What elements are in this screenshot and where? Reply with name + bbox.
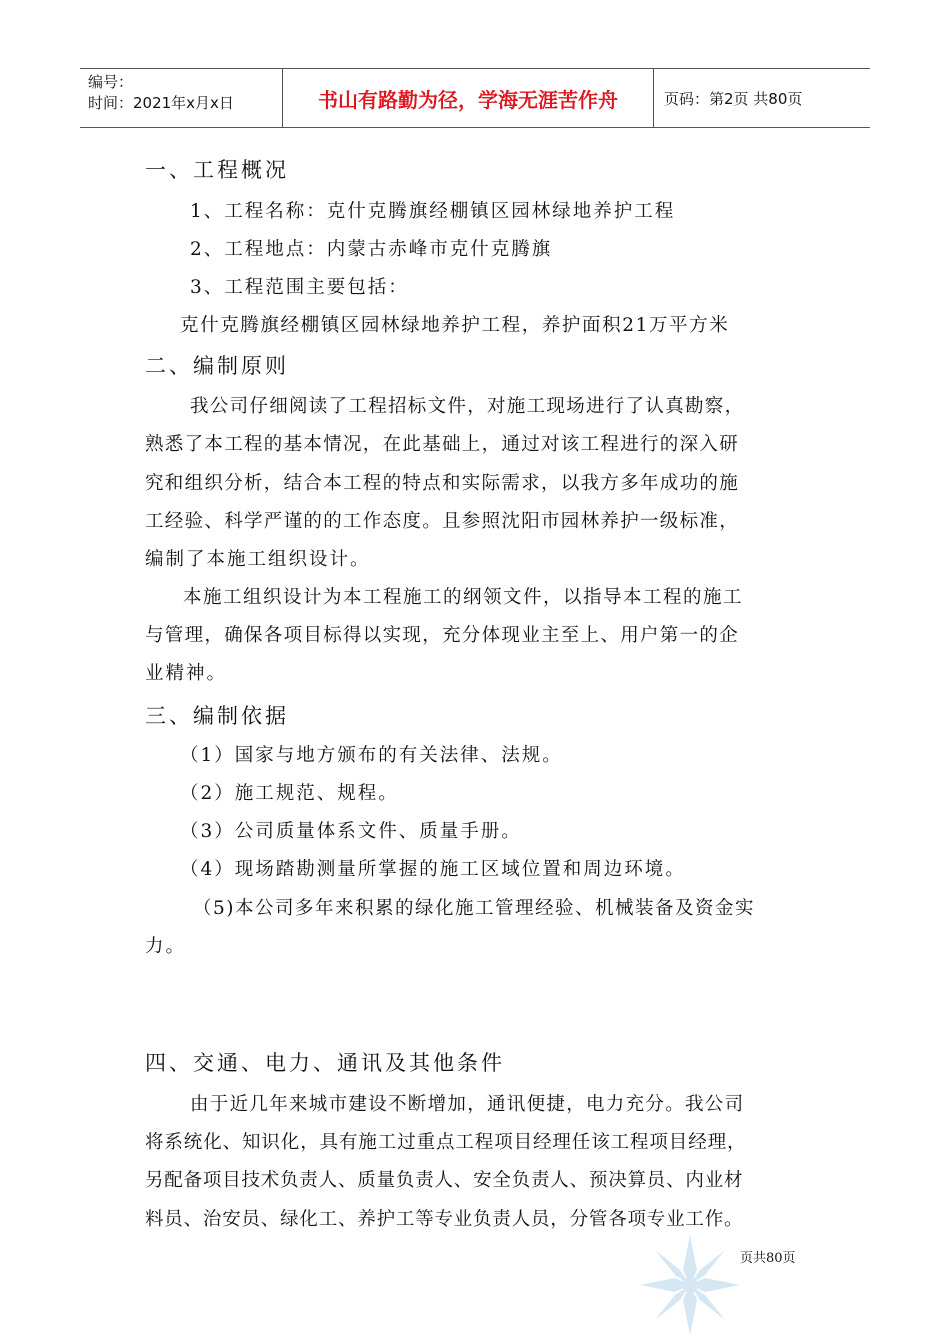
principle-p1-line: 工经验、科学严谨的的工作态度。且参照沈阳市园林养护一级标准， [145,511,740,532]
section-heading-conditions: 四、交通、电力、通讯及其他条件 [145,1051,505,1075]
snowflake-watermark-icon [635,1230,745,1340]
principle-p1-line: 熟悉了本工程的基本情况，在此基础上，通过对该工程进行的深入研 [145,434,740,455]
header-motto: 书山有路勤为径，学海无涯苦作舟 [283,69,654,127]
conditions-line: 料员、治安员、绿化工、养护工等专业负责人员，分管各项专业工作。 [145,1209,744,1230]
footer-page-count: 页共80页 [740,1251,796,1266]
principle-p2-line: 业精神。 [145,663,228,684]
section-heading-basis: 三、编制依据 [145,704,289,728]
project-name-line: 1、工程名称：克什克腾旗经棚镇区园林绿地养护工程 [190,201,676,222]
principle-p1-line: 究和组织分析，结合本工程的特点和实际需求，以我方多年成功的施 [145,473,740,494]
section-heading-overview: 一、工程概况 [145,158,289,182]
project-scope-label: 3、工程范围主要包括： [190,277,409,298]
conditions-line: 另配备项目技术负责人、质量负责人、安全负责人、预决算员、内业材 [145,1170,744,1191]
principle-p2-line: 与管理，确保各项目标得以实现，充分体现业主至上、用户第一的企 [145,625,740,646]
section-heading-principle: 二、编制原则 [145,354,289,378]
conditions-line: 将系统化、知识化，具有施工过重点工程项目经理任该工程项目经理， [145,1132,747,1153]
basis-item: （2）施工规范、规程。 [180,783,399,804]
header-meta [80,69,283,127]
date-label: 时间：2021年x月x日 [88,94,234,112]
page-number-label: 页码：第2页 共80页 [664,89,803,108]
project-scope-text: 克什克腾旗经棚镇区园林绿地养护工程，养护面积21万平方米 [180,315,730,336]
principle-p2-line: 本施工组织设计为本工程施工的纲领文件，以指导本工程的施工 [183,587,744,608]
project-location-line: 2、工程地点：内蒙古赤峰市克什克腾旗 [190,239,553,260]
basis-item: （1）国家与地方颁布的有关法律、法规。 [180,745,563,766]
basis-item: （5)本公司多年来积累的绿化施工管理经验、机械装备及资金实 [193,898,755,919]
basis-item-continued: 力。 [145,936,187,957]
principle-p1-line: 我公司仔细阅读了工程招标文件，对施工现场进行了认真勘察， [190,396,745,417]
principle-p1-line: 编制了本施工组织设计。 [145,549,371,570]
conditions-line: 由于近几年来城市建设不断增加，通讯便捷，电力充分。我公司 [190,1094,745,1115]
basis-item: （4）现场踏勘测量所掌握的施工区域位置和周边环境。 [180,859,686,880]
page-header [80,68,870,128]
code-label: 编号： [88,73,134,91]
basis-item: （3）公司质量体系文件、质量手册。 [180,821,522,842]
